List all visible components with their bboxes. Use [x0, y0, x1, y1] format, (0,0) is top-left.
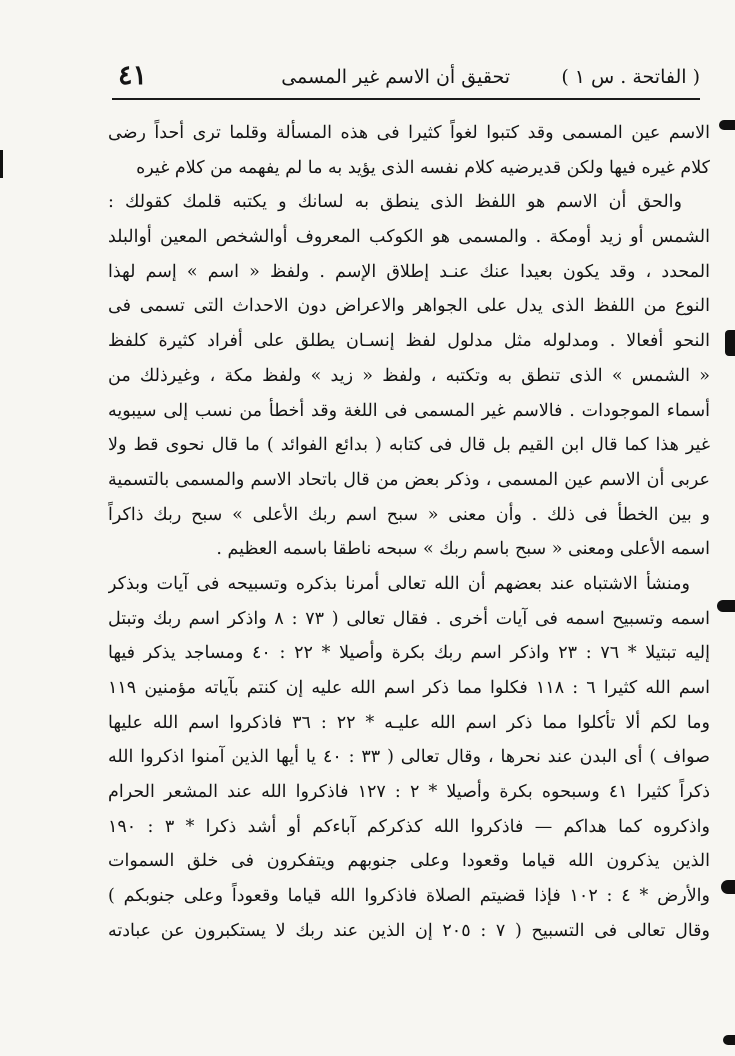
text-line: وقال تعالى فى التسبيح ( ٧ : ٢٠٥ إن الذين عند ربك لا يستكبرون عن عبادته — [108, 920, 710, 941]
scan-edge-mark — [719, 120, 735, 130]
scan-edge-mark — [717, 600, 735, 612]
text-line: والحق أن الاسم هو اللفظ الذى ينطق به لسانك و يكتبه قلمك كقولك : — [108, 192, 682, 213]
text-line: والأرض * ٤ : ١٠٢ فإذا قضيتم الصلاة فاذكروا الله قياما وقعوداً وعلى جنوبكم ) — [108, 886, 710, 907]
page-header — [110, 62, 700, 92]
text-line: « الشمس » الذى تنطق به وتكتبه ، ولفظ « زيد » ولفظ مكة ، وغيرذلك من — [108, 365, 710, 386]
text-line: النحو أفعالا . ومدلوله مثل مدلول لفظ إنسـان يطلق على أفراد كثيرة كلفظ — [108, 331, 710, 352]
scan-edge-mark — [0, 150, 3, 178]
text-line: النوع من اللفظ الذى يدل على الجواهر والاعراض دون الاحداث التى تسمى فى — [108, 296, 710, 317]
text-line: ذكراً كثيرا ٤١ وسبحوه بكرة وأصيلا * ٢ : ١٢٧ فاذكروا الله عند المشعر الحرام — [108, 782, 710, 803]
text-line: أسماء الموجودات . فالاسم غير المسمى فى اللغة وقد أخطأ من نسب إلى سيبويه — [108, 400, 710, 421]
text-line: واذكروه كما هداكم — فاذكروا الله كذكركم آباءكم أو أشد ذكرا * ٣ : ١٩٠ — [108, 816, 710, 837]
scan-edge-mark — [725, 330, 735, 356]
text-line: اسمه الأعلى ومعنى « سبح باسم ربك » سبحه ناطقا باسمه العظيم . — [216, 539, 710, 560]
text-line: ومنشأ الاشتباه عند بعضهم أن الله تعالى أمرنا بذكره وتسبيحه فى آيات وبذكر — [108, 573, 690, 594]
text-line: صواف ) أى البدن عند نحرها ، وقال تعالى ( ٣٣ : ٤٠ يا أيها الذين آمنوا اذكروا الله — [108, 747, 710, 768]
text-line: غير هذا كما قال ابن القيم بل قال فى كتابه ( بدائع الفوائد ) ما قال نحوى قط ولا — [108, 435, 710, 456]
header-rule — [112, 98, 700, 100]
text-line: اسمه وتسبيح اسمه فى آيات أخرى . فقال تعالى ( ٧٣ : ٨ واذكر اسم ربك وتبتل — [108, 608, 710, 629]
text-line: الذين يذكرون الله قياما وقعودا وعلى جنوبهم ويتفكرون فى خلق السموات — [108, 851, 710, 872]
header-sura-reference: ( الفاتحة . س ١ ) — [561, 66, 700, 88]
text-line: إليه تبتيلا * ٧٦ : ٢٣ واذكر اسم ربك بكرة وأصيلا * ٢٢ : ٤٠ ومساجد يذكر فيها — [108, 643, 710, 664]
text-line: اسم الله كثيرا ٦ : ١١٨ فكلوا مما ذكر اسم الله عليه إن كنتم بآياته مؤمنين ١١٩ — [108, 678, 710, 698]
text-line: الشمس أو زيد أومكة . والمسمى هو الكوكب المعروف أوالشخص المعين أوالبلد — [108, 227, 710, 248]
body-text — [108, 116, 710, 949]
text-line: الاسم عين المسمى وقد كتبوا لغواً كثيرا فى هذه المسألة وقلما ترى أحداً رضى — [108, 123, 710, 143]
scan-edge-mark — [723, 1035, 735, 1045]
page-number: ٤١ — [118, 60, 148, 91]
text-line: عربى أن الاسم عين المسمى ، وذكر بعض من قال باتحاد الاسم والمسمى بالتسمية — [108, 469, 710, 490]
text-line: كلام غيره فيها ولكن قديرضيه كلام نفسه الذى يؤيد به ما لم يفهمه من كلام غيره — [136, 157, 710, 178]
text-line: وما لكم ألا تأكلوا مما ذكر اسم الله عليـه * ٢٢ : ٣٦ فاذكروا اسم الله عليها — [108, 712, 710, 733]
header-title: تحقيق أن الاسم غير المسمى — [281, 66, 510, 88]
scan-edge-mark — [721, 880, 735, 894]
text-line: و بين الخطأ فى ذلك . وأن معنى « سبح اسم ربك الأعلى » سبح ربك ذاكراً — [108, 504, 710, 525]
text-line: المحدد ، وقد يكون بعيدا عنك عنـد إطلاق الإسم . ولفظ « اسم » إسم لهذا — [108, 261, 710, 282]
